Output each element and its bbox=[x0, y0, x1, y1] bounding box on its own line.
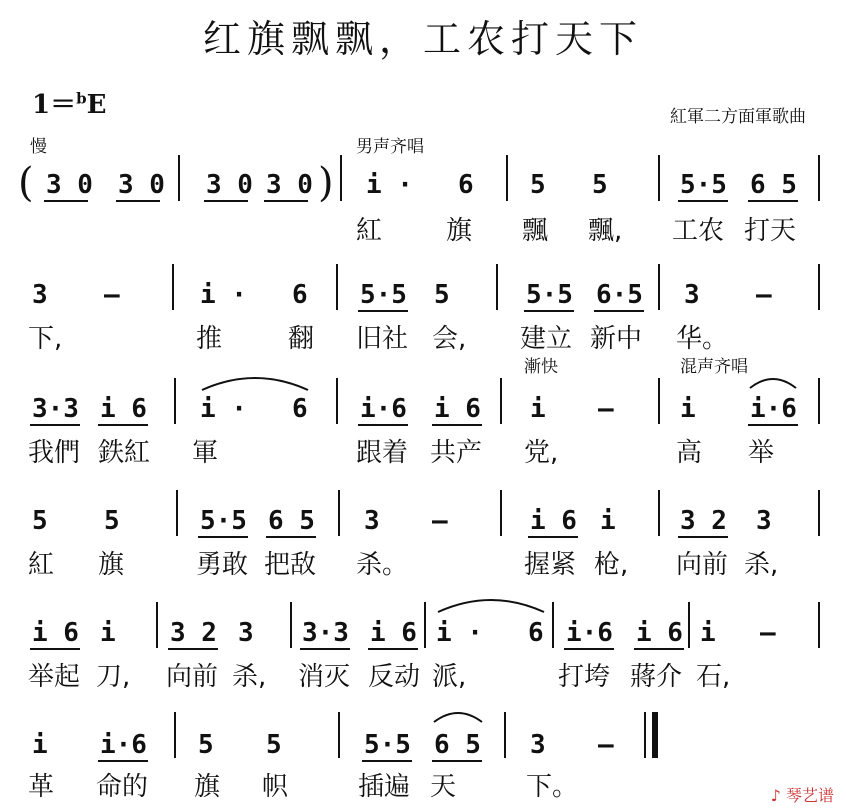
note: i 6 bbox=[100, 394, 147, 424]
repeat-close-paren: ) bbox=[318, 160, 334, 206]
underline bbox=[168, 648, 218, 650]
bar-line bbox=[818, 378, 820, 424]
lyric: 軍 bbox=[192, 438, 219, 468]
lyric: 打垮 bbox=[558, 662, 611, 692]
section-accelerando: 漸快 bbox=[524, 357, 558, 377]
lyric: 把敌 bbox=[264, 550, 317, 580]
bar-line bbox=[338, 712, 340, 758]
note: 3 bbox=[238, 618, 254, 648]
bar-line bbox=[818, 264, 820, 310]
bar-line bbox=[174, 712, 176, 758]
bar-line bbox=[424, 602, 426, 648]
underline bbox=[432, 760, 482, 762]
slur bbox=[200, 372, 310, 392]
note: 3 bbox=[32, 280, 48, 310]
lyric: 推 bbox=[196, 324, 223, 354]
lyric: 勇敢 bbox=[196, 550, 249, 580]
lyric: 蔣介 bbox=[630, 662, 683, 692]
note: i bbox=[32, 730, 48, 760]
lyric: 刀, bbox=[96, 662, 131, 692]
bar-line bbox=[336, 378, 338, 424]
note: i 6 bbox=[434, 394, 481, 424]
note: 3·3 bbox=[32, 394, 79, 424]
note: i · bbox=[200, 280, 247, 310]
note: 3 bbox=[530, 730, 546, 760]
bar-line bbox=[504, 712, 506, 758]
lyric: 飄, bbox=[588, 216, 623, 246]
note: 5 bbox=[592, 170, 608, 200]
underline bbox=[116, 200, 160, 202]
note: – bbox=[760, 618, 776, 648]
note: 3 bbox=[756, 506, 772, 536]
lyric: 旗 bbox=[98, 550, 125, 580]
note: – bbox=[756, 280, 772, 310]
note: 5 bbox=[266, 730, 282, 760]
note: i bbox=[600, 506, 616, 536]
lyric: 革 bbox=[28, 772, 55, 802]
lyric: 帜 bbox=[262, 772, 289, 802]
underline bbox=[198, 536, 248, 538]
lyric: 旧社 bbox=[356, 324, 409, 354]
bar-line bbox=[176, 490, 178, 536]
note: 5 bbox=[32, 506, 48, 536]
note: i·6 bbox=[566, 618, 613, 648]
note: i·6 bbox=[750, 394, 797, 424]
underline bbox=[634, 648, 684, 650]
lyric: 杀, bbox=[744, 550, 779, 580]
lyric: 天 bbox=[430, 772, 457, 802]
lyric: 杀, bbox=[232, 662, 267, 692]
bar-line bbox=[336, 264, 338, 310]
note: 6 5 bbox=[434, 730, 481, 760]
note: 6 bbox=[458, 170, 474, 200]
lyric: 旗 bbox=[194, 772, 221, 802]
note: i bbox=[530, 394, 546, 424]
underline bbox=[594, 310, 644, 312]
lyric: 高 bbox=[676, 438, 703, 468]
lyric: 党, bbox=[524, 438, 559, 468]
final-bar-line bbox=[652, 712, 658, 758]
lyric: 飄 bbox=[522, 216, 549, 246]
note: – bbox=[598, 394, 614, 424]
note: 6 bbox=[528, 618, 544, 648]
underline bbox=[432, 424, 482, 426]
lyric: 插遍 bbox=[358, 772, 411, 802]
bar-line bbox=[172, 264, 174, 310]
section-mixed-unison: 混声齐唱 bbox=[680, 357, 748, 377]
lyric: 工农 bbox=[672, 216, 725, 246]
lyric: 旗 bbox=[446, 216, 473, 246]
bar-line bbox=[658, 264, 660, 310]
bar-line bbox=[178, 155, 180, 201]
note: i 6 bbox=[370, 618, 417, 648]
watermark-logo bbox=[771, 783, 834, 806]
underline bbox=[44, 200, 88, 202]
note: 6·5 bbox=[596, 280, 643, 310]
lyric: 反动 bbox=[368, 662, 421, 692]
lyric: 我們 bbox=[28, 438, 81, 468]
note: i·6 bbox=[360, 394, 407, 424]
section-male-unison: 男声齐唱 bbox=[356, 137, 424, 157]
note: i 6 bbox=[32, 618, 79, 648]
lyric: 派, bbox=[432, 662, 467, 692]
underline bbox=[528, 536, 578, 538]
note: i·6 bbox=[100, 730, 147, 760]
lyric: 下, bbox=[28, 324, 63, 354]
watermark-text: 琴艺谱 bbox=[785, 786, 834, 805]
key-signature bbox=[32, 84, 106, 121]
bar-line bbox=[290, 602, 292, 648]
bar-line bbox=[818, 602, 820, 648]
repeat-open-paren: ( bbox=[18, 160, 34, 206]
note: 5·5 bbox=[364, 730, 411, 760]
note: 5·5 bbox=[360, 280, 407, 310]
bar-line bbox=[496, 264, 498, 310]
note: 3 2 bbox=[680, 506, 727, 536]
underline bbox=[748, 200, 798, 202]
underline bbox=[98, 424, 148, 426]
bar-line bbox=[818, 155, 820, 201]
song-credit: 紅軍二方面軍歌曲 bbox=[670, 107, 806, 127]
note: 6 5 bbox=[750, 170, 797, 200]
note: 5 bbox=[104, 506, 120, 536]
underline bbox=[204, 200, 248, 202]
bar-line bbox=[340, 155, 342, 201]
slur bbox=[432, 708, 484, 724]
bar-line bbox=[506, 155, 508, 201]
lyric: 向前 bbox=[166, 662, 219, 692]
note: 5 bbox=[434, 280, 450, 310]
lyric: 命的 bbox=[96, 772, 149, 802]
lyric: 共产 bbox=[430, 438, 483, 468]
note: 6 bbox=[292, 394, 308, 424]
note: – bbox=[432, 506, 448, 536]
lyric: 紅 bbox=[28, 550, 55, 580]
bar-line bbox=[818, 490, 820, 536]
underline bbox=[368, 648, 418, 650]
lyric: 翻 bbox=[288, 324, 315, 354]
lyric: 建立 bbox=[520, 324, 573, 354]
key-prefix: 1＝ bbox=[32, 90, 77, 120]
lyric: 枪, bbox=[594, 550, 629, 580]
note: 3 0 bbox=[46, 170, 93, 200]
note: 3 0 bbox=[118, 170, 165, 200]
underline bbox=[98, 760, 148, 762]
lyric: 向前 bbox=[676, 550, 729, 580]
bar-line bbox=[338, 490, 340, 536]
bar-line bbox=[688, 602, 690, 648]
underline bbox=[30, 648, 80, 650]
music-note-icon: ♪ bbox=[770, 786, 781, 805]
note: 3 2 bbox=[170, 618, 217, 648]
slur bbox=[748, 374, 798, 390]
tempo-marking: 慢 bbox=[30, 137, 47, 157]
underline bbox=[266, 536, 316, 538]
lyric: 鉄紅 bbox=[98, 438, 151, 468]
underline bbox=[748, 424, 798, 426]
note: – bbox=[598, 730, 614, 760]
underline bbox=[678, 536, 728, 538]
lyric: 举 bbox=[748, 438, 775, 468]
lyric: 会, bbox=[432, 324, 467, 354]
note: 5·5 bbox=[680, 170, 727, 200]
lyric: 石, bbox=[696, 662, 731, 692]
note: 6 bbox=[292, 280, 308, 310]
lyric: 华。 bbox=[676, 324, 729, 354]
note: 3 0 bbox=[266, 170, 313, 200]
bar-line bbox=[500, 490, 502, 536]
key-note: E bbox=[86, 90, 107, 120]
underline bbox=[300, 648, 350, 650]
lyric: 跟着 bbox=[356, 438, 409, 468]
underline bbox=[678, 200, 728, 202]
note: i · bbox=[436, 618, 483, 648]
lyric: 举起 bbox=[28, 662, 81, 692]
flat-sign: b bbox=[76, 89, 87, 108]
note: 3·3 bbox=[302, 618, 349, 648]
note: i bbox=[680, 394, 696, 424]
underline bbox=[362, 760, 412, 762]
note: – bbox=[104, 280, 120, 310]
lyric: 紅 bbox=[356, 216, 383, 246]
bar-line bbox=[552, 602, 554, 648]
bar-line bbox=[658, 490, 660, 536]
lyric: 打天 bbox=[744, 216, 797, 246]
note: i · bbox=[200, 394, 247, 424]
note: i bbox=[100, 618, 116, 648]
note: 3 bbox=[684, 280, 700, 310]
underline bbox=[524, 310, 574, 312]
note: 6 5 bbox=[268, 506, 315, 536]
note: i bbox=[700, 618, 716, 648]
bar-line bbox=[500, 378, 502, 424]
song-title: 红旗飘飘，工农打天下 bbox=[202, 17, 643, 61]
note: 3 0 bbox=[206, 170, 253, 200]
note: 5 bbox=[530, 170, 546, 200]
bar-line bbox=[658, 378, 660, 424]
lyric: 下。 bbox=[526, 772, 579, 802]
lyric: 新中 bbox=[590, 324, 643, 354]
bar-line bbox=[644, 712, 646, 758]
note: 3 bbox=[364, 506, 380, 536]
slur bbox=[436, 594, 546, 614]
lyric: 消灭 bbox=[298, 662, 351, 692]
note: i 6 bbox=[636, 618, 683, 648]
underline bbox=[358, 424, 408, 426]
underline bbox=[264, 200, 308, 202]
underline bbox=[564, 648, 614, 650]
note: 5·5 bbox=[526, 280, 573, 310]
lyric: 握紧 bbox=[524, 550, 577, 580]
note: 5·5 bbox=[200, 506, 247, 536]
underline bbox=[30, 424, 80, 426]
bar-line bbox=[658, 155, 660, 201]
note: 5 bbox=[198, 730, 214, 760]
bar-line bbox=[174, 378, 176, 424]
bar-line bbox=[156, 602, 158, 648]
note: i · bbox=[366, 170, 413, 200]
note: i 6 bbox=[530, 506, 577, 536]
underline bbox=[358, 310, 408, 312]
lyric: 杀。 bbox=[356, 550, 409, 580]
